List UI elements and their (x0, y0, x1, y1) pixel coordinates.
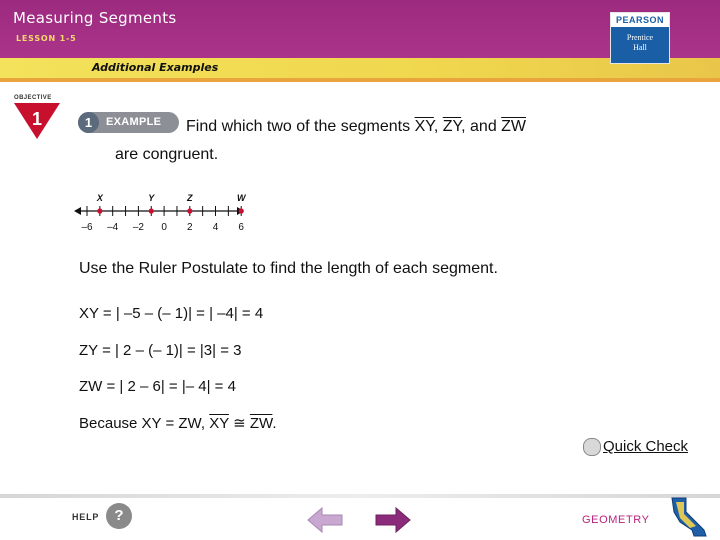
equation-zy: ZY = | 2 – (– 1)| = |3| = 3 (79, 342, 242, 359)
separator-1: , (433, 118, 443, 135)
pearson-logo (610, 12, 670, 64)
point-z (187, 208, 192, 213)
footer-divider (0, 494, 720, 498)
postulate-text: Use the Ruler Postulate to find the length of each segment. (79, 260, 498, 277)
congruent-symbol: ≅ (233, 415, 246, 432)
page-title: Measuring Segments (13, 9, 177, 27)
example-number: 1 (78, 112, 99, 133)
segment-zy: $\overline{ZY}$ (442, 118, 462, 135)
tick-label: 6 (238, 222, 244, 233)
conclusion-segment-zw: $\overline{ZW}$ (249, 415, 273, 432)
conclusion-segment-xy: $\overline{XY}$ (209, 415, 229, 432)
point-label-y: Y (148, 193, 155, 203)
problem-line2: are congruent. (115, 146, 219, 163)
point-x (97, 208, 102, 213)
problem-line1 (186, 118, 526, 136)
lesson-label: LESSON 1-5 (16, 34, 77, 43)
california-map-icon (668, 496, 716, 538)
because-prefix: Because XY = ZW, (79, 415, 210, 432)
conclusion-period: . (272, 415, 277, 432)
tick-label: 0 (161, 222, 167, 233)
left-arrowhead (74, 207, 81, 215)
logo-line1: Prentice (626, 33, 654, 42)
quick-check-icon[interactable] (583, 438, 601, 456)
geometry-brand: GEOMETRY (582, 514, 650, 526)
objective-number: 1 (31, 109, 43, 129)
tick-label: –4 (107, 222, 119, 233)
subtitle: Additional Examples (92, 61, 219, 74)
conclusion-text (79, 414, 277, 432)
objective-arrow-icon (14, 101, 60, 141)
point-label-w: W (236, 193, 246, 203)
equation-zw: ZW = | 2 – 6| = |– 4| = 4 (79, 378, 236, 395)
quick-check-link[interactable]: Quick Check (603, 438, 689, 455)
tick-label: –6 (81, 222, 93, 233)
tick-label: 4 (212, 222, 219, 233)
next-arrow-icon[interactable] (374, 506, 412, 534)
tick-label: –2 (132, 222, 144, 233)
example-label: EXAMPLE (106, 116, 162, 128)
separator-2: , and (461, 118, 502, 135)
logo-brand: PEARSON (611, 13, 669, 27)
help-label: HELP (72, 512, 100, 522)
number-line (72, 190, 247, 234)
point-y (149, 208, 154, 213)
tick-label: 2 (187, 222, 193, 233)
point-label-z: Z (187, 193, 193, 203)
objective-label: OBJECTIVE (14, 95, 52, 101)
logo-line2: Hall (633, 43, 647, 52)
header-accent-bar (0, 78, 720, 82)
example-badge (78, 112, 179, 133)
point-w (239, 208, 244, 213)
objective-badge (14, 95, 64, 146)
problem-prefix: Find which two of the segments (186, 118, 415, 135)
point-label-x: X (96, 193, 103, 203)
segment-zw: $\overline{ZW}$ (501, 118, 527, 135)
prev-arrow-icon[interactable] (306, 506, 344, 534)
help-button[interactable]: ? (106, 503, 132, 529)
equation-xy: XY = | –5 – (– 1)| = | –4| = 4 (79, 305, 264, 322)
segment-xy: $\overline{XY}$ (414, 118, 434, 135)
